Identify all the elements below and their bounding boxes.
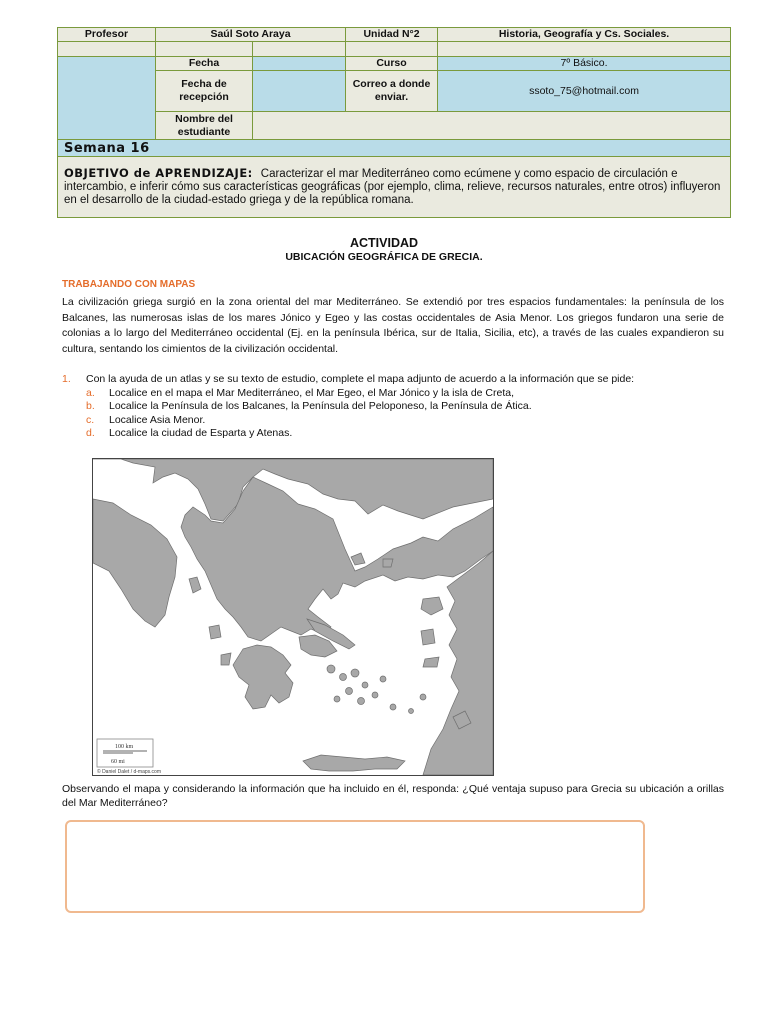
nombre-label: Nombre del estudiante: [156, 112, 253, 140]
empty-cell: [253, 42, 346, 57]
correo-label: Correo a donde enviar.: [346, 71, 438, 112]
answer-box[interactable]: [65, 820, 645, 913]
nombre-field[interactable]: [253, 112, 731, 140]
item-letter: a.: [86, 386, 95, 399]
instruction-list: [62, 387, 724, 441]
intro-paragraph: La civilización griega surgió en la zona oriental del mar Mediterráneo. Se extendió por tres espacios fundamentales: la península de los Balcanes, las numerosas islas de los mares Jónico y Egeo y las costas occidentales de Asia Menor. Los griegos fundaron una serie de colonias a lo largo del Mediterráneo occidental (Ej. en la península Ibérica, sur de Italia, Sicilia, etc), a través de las cuales expandieron su cultura, sentando los cimientos de la civilización occidental.: [62, 296, 724, 355]
asignatura-label: Historia, Geografía y Cs. Sociales.: [438, 28, 731, 42]
objetivo-cell: [58, 157, 731, 218]
item-letter: c.: [86, 413, 95, 426]
objetivo-text: Caracterizar el mar Mediterráneo como ecúmene y como espacio de circulación e intercambio, e inferir cómo sus características geográficas (por ejemplo, clima, relieve, recursos naturales, entre otros) influyeron en el desarrollo de la ciudad-estado griega y de la república romana.: [64, 168, 721, 206]
scale-mi: 60 mi: [111, 759, 125, 765]
empty-cell: [58, 42, 156, 57]
item-letter: b.: [86, 400, 95, 412]
question-prompt: Observando el mapa y considerando la información que ha incluido en él, responda: ¿Qué ventaja supuso para Grecia su ubicación a orillas del Mar Mediterráneo?: [62, 783, 724, 809]
profesor-name: Saúl Soto Araya: [156, 28, 346, 42]
section-heading: TRABAJANDO CON MAPAS: [62, 279, 196, 290]
item-text: Localice en el mapa el Mar Mediterráneo, el Mar Egeo, el Mar Jónico y la isla de Creta,: [109, 386, 515, 399]
activity-title: ACTIVIDAD: [349, 236, 419, 250]
fecha-recepcion-field[interactable]: [253, 71, 346, 112]
question-number: 1.: [62, 373, 71, 385]
item-text: Localice la Península de los Balcanes, la Península del Peloponeso, la Península de Ática.: [109, 400, 532, 412]
greece-blank-map[interactable]: [92, 458, 494, 776]
empty-cell: [346, 42, 438, 57]
item-letter: d.: [86, 427, 95, 439]
unidad-label: Unidad N°2: [346, 28, 438, 42]
curso-label: Curso: [346, 57, 438, 71]
correo-value: ssoto_75@hotmail.com: [438, 71, 731, 112]
profesor-label: Profesor: [58, 28, 156, 42]
scale-bar: [97, 739, 153, 767]
map-credit: © Daniel Dalet / d-maps.com: [97, 769, 161, 775]
fecha-field[interactable]: [253, 57, 346, 71]
list-item: [62, 427, 724, 441]
fecha-recepcion-label: Fecha de recepción: [156, 71, 253, 112]
objetivo-label: OBJETIVO de APRENDIZAJE:: [64, 166, 253, 180]
item-text: Localice Asia Menor.: [109, 413, 206, 426]
list-item: [62, 387, 724, 401]
activity-subtitle: UBICACIÓN GEOGRÁFICA DE GRECIA.: [285, 251, 483, 263]
empty-cell: [438, 42, 731, 57]
list-item: [62, 400, 724, 414]
fecha-label: Fecha: [156, 57, 253, 71]
item-text: Localice la ciudad de Esparta y Atenas.: [109, 427, 293, 439]
list-item: [62, 414, 724, 428]
scale-km: 100 km: [115, 744, 134, 750]
question-1: [62, 373, 724, 441]
semana-label: Semana 16: [58, 140, 731, 157]
question-text: Con la ayuda de un atlas y se su texto de estudio, complete el mapa adjunto de acuerdo a la información que se pide:: [86, 373, 635, 385]
header-table: [57, 27, 731, 218]
empty-cell: [156, 42, 253, 57]
blank-block: [58, 57, 156, 140]
map-graphic: [93, 459, 493, 775]
curso-value: 7º Básico.: [438, 57, 731, 71]
